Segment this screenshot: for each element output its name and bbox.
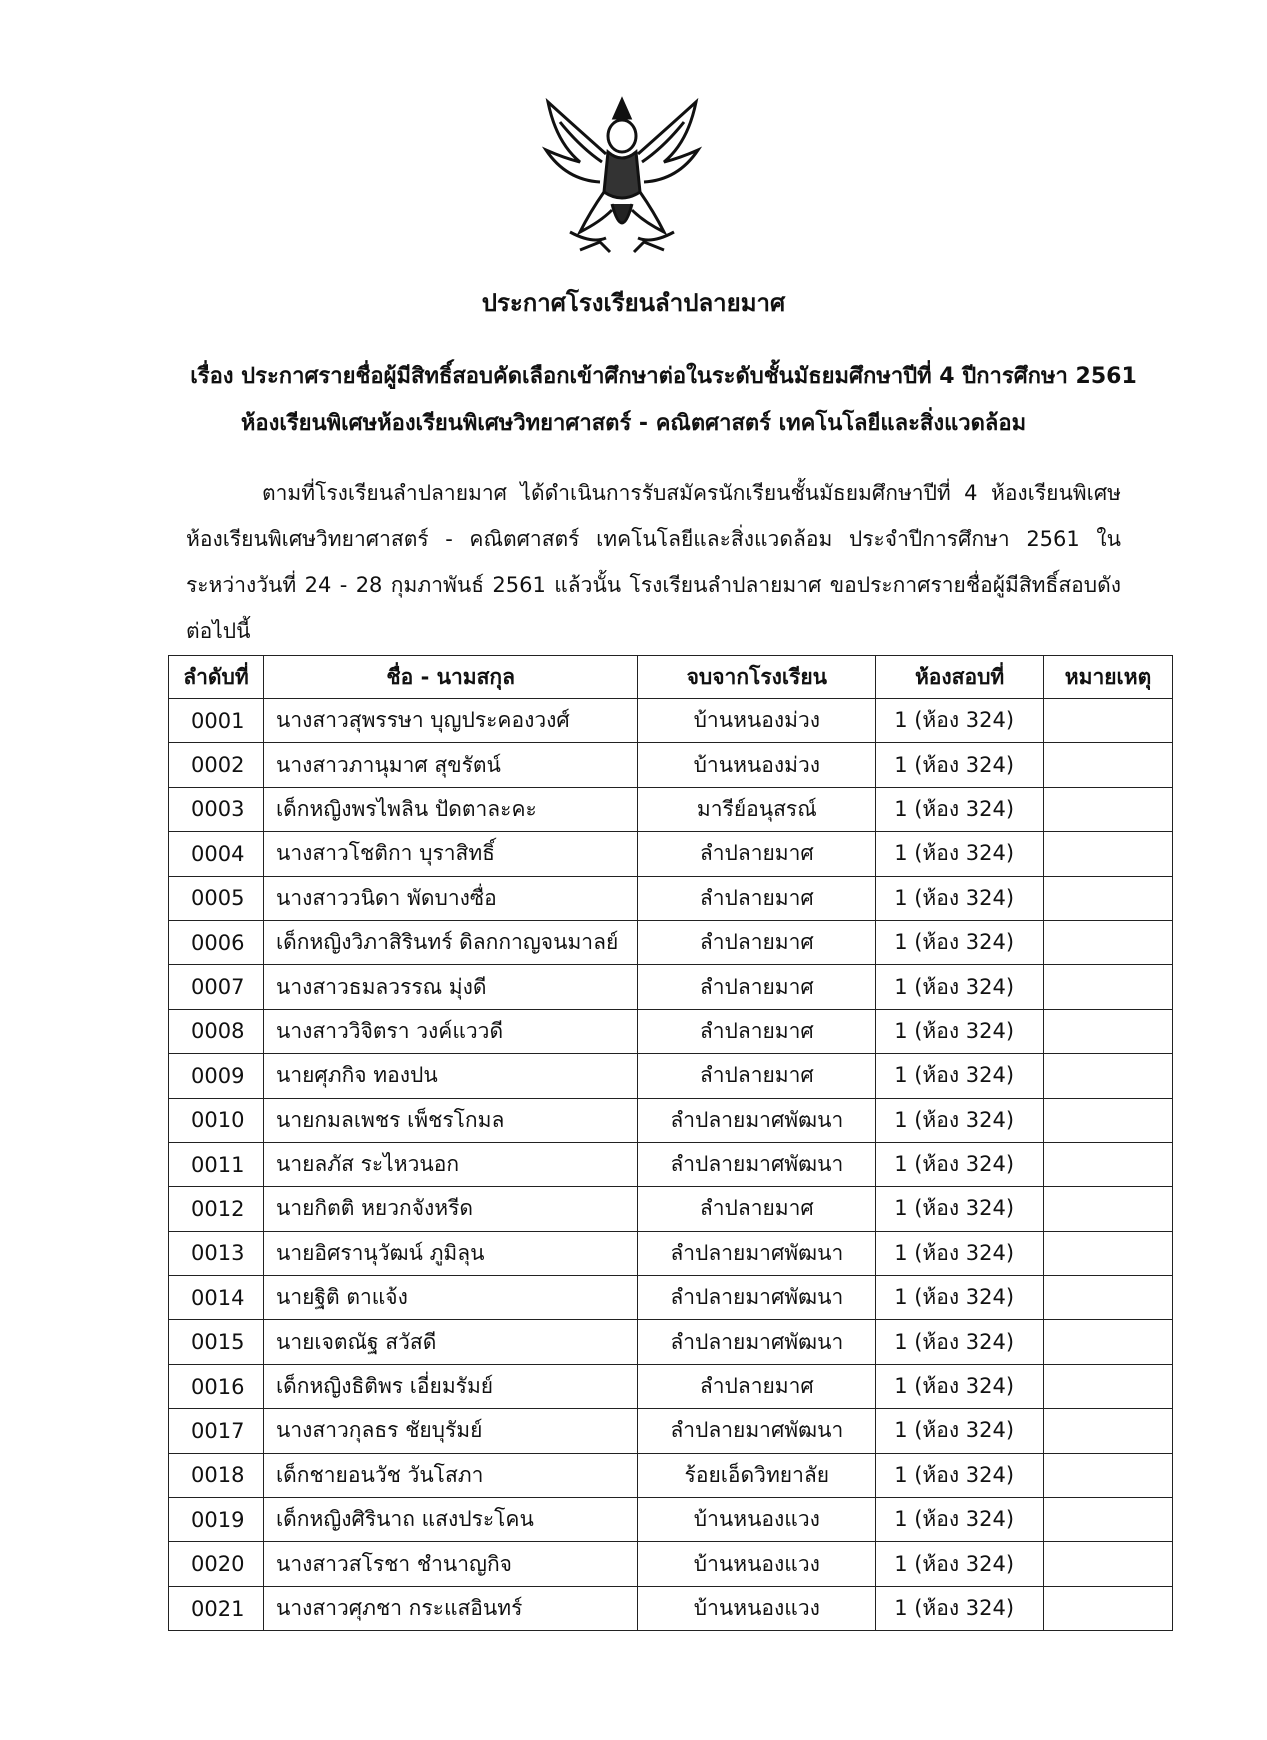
header-note: หมายเหตุ (1044, 656, 1173, 699)
table-row (169, 832, 1173, 876)
cell-no: 0008 (169, 1009, 264, 1053)
cell-no: 0010 (169, 1098, 264, 1142)
cell-no: 0003 (169, 787, 264, 831)
cell-note (1044, 743, 1173, 787)
cell-note (1044, 699, 1173, 743)
table-row (169, 1320, 1173, 1364)
cell-room: 1 (ห้อง 324) (876, 1542, 1044, 1586)
cell-room: 1 (ห้อง 324) (876, 920, 1044, 964)
cell-name: นางสาวกุลธร ชัยบุรัมย์ (263, 1409, 637, 1453)
cell-school: ลำปลายมาศ (638, 920, 876, 964)
cell-name: นายกิตติ หยวกจังหรีด (263, 1187, 637, 1231)
table-row (169, 1276, 1173, 1320)
cell-note (1044, 920, 1173, 964)
cell-school: บ้านหนองม่วง (638, 699, 876, 743)
table-row (169, 1586, 1173, 1630)
cell-school: ลำปลายมาศพัฒนา (638, 1276, 876, 1320)
cell-no: 0004 (169, 832, 264, 876)
cell-room: 1 (ห้อง 324) (876, 1187, 1044, 1231)
table-row (169, 787, 1173, 831)
cell-note (1044, 787, 1173, 831)
table-row (169, 1009, 1173, 1053)
cell-school: บ้านหนองแวง (638, 1498, 876, 1542)
cell-school: ลำปลายมาศพัฒนา (638, 1320, 876, 1364)
header-no: ลำดับที่ (169, 656, 264, 699)
cell-name: เด็กหญิงพรไพลิน ปัดตาละคะ (263, 787, 637, 831)
cell-room: 1 (ห้อง 324) (876, 832, 1044, 876)
cell-note (1044, 1320, 1173, 1364)
cell-name: เด็กหญิงวิภาสิรินทร์ ดิลกกาญจนมาลย์ (263, 920, 637, 964)
cell-school: ลำปลายมาศ (638, 876, 876, 920)
intro-paragraph: ตามที่โรงเรียนลำปลายมาศ ได้ดำเนินการรับสมัครนักเรียนชั้นมัธยมศึกษาปีที่ 4 ห้องเรียนพิเศษห้องเรียนพิเศษวิทยาศาสตร์ - คณิตศาสตร์ เทคโนโลยีและสิ่งแวดล้อม ประจำปีการศึกษา 2561 ในระหว่างวันที่ 24 - 28 กุมภาพันธ์ 2561 แล้วนั้น โรงเรียนลำปลายมาศ ขอประกาศรายชื่อผู้มีสิทธิ์สอบดังต่อไปนี้ (186, 481, 1121, 643)
cell-room: 1 (ห้อง 324) (876, 1409, 1044, 1453)
cell-school: ลำปลายมาศ (638, 1009, 876, 1053)
table-row (169, 1364, 1173, 1408)
table-row (169, 1187, 1173, 1231)
table-row (169, 1142, 1173, 1186)
cell-name: นางสาวธมลวรรณ มุ่งดี (263, 965, 637, 1009)
cell-note (1044, 876, 1173, 920)
table-row (169, 743, 1173, 787)
cell-no: 0001 (169, 699, 264, 743)
cell-school: ลำปลายมาศ (638, 1187, 876, 1231)
table-row (169, 1098, 1173, 1142)
cell-no: 0014 (169, 1276, 264, 1320)
cell-note (1044, 832, 1173, 876)
announcement-title: ประกาศโรงเรียนลำปลายมาศ (481, 289, 786, 317)
cell-school: ลำปลายมาศพัฒนา (638, 1231, 876, 1275)
cell-name: นางสาวภานุมาศ สุขรัตน์ (263, 743, 637, 787)
cell-name: นางสาวโชติกา บุราสิทธิ์ (263, 832, 637, 876)
cell-name: นางสาวศุภชา กระแสอินทร์ (263, 1586, 637, 1630)
cell-room: 1 (ห้อง 324) (876, 1142, 1044, 1186)
cell-note (1044, 1586, 1173, 1630)
cell-school: ลำปลายมาศ (638, 965, 876, 1009)
table-row (169, 1231, 1173, 1275)
cell-no: 0013 (169, 1231, 264, 1275)
table-row (169, 1453, 1173, 1497)
header-room: ห้องสอบที่ (876, 656, 1044, 699)
cell-school: ลำปลายมาศพัฒนา (638, 1409, 876, 1453)
cell-room: 1 (ห้อง 324) (876, 1009, 1044, 1053)
header-school: จบจากโรงเรียน (638, 656, 876, 699)
cell-room: 1 (ห้อง 324) (876, 1276, 1044, 1320)
cell-school: ลำปลายมาศ (638, 832, 876, 876)
cell-school: ลำปลายมาศพัฒนา (638, 1098, 876, 1142)
cell-name: นายฐิติ ตาแจ้ง (263, 1276, 637, 1320)
cell-room: 1 (ห้อง 324) (876, 1498, 1044, 1542)
cell-school: ร้อยเอ็ดวิทยาลัย (638, 1453, 876, 1497)
cell-note (1044, 1142, 1173, 1186)
cell-name: เด็กหญิงศิรินาถ แสงประโคน (263, 1498, 637, 1542)
cell-room: 1 (ห้อง 324) (876, 1098, 1044, 1142)
subject-line-2: ห้องเรียนพิเศษห้องเรียนพิเศษวิทยาศาสตร์ - คณิตศาสตร์ เทคโนโลยีและสิ่งแวดล้อม (240, 411, 1027, 436)
cell-note (1044, 1409, 1173, 1453)
cell-no: 0002 (169, 743, 264, 787)
header-name: ชื่อ - นามสกุล (263, 656, 637, 699)
table-row (169, 920, 1173, 964)
cell-note (1044, 1098, 1173, 1142)
cell-note (1044, 1453, 1173, 1497)
table-row (169, 876, 1173, 920)
cell-note (1044, 1231, 1173, 1275)
cell-school: บ้านหนองม่วง (638, 743, 876, 787)
cell-school: ลำปลายมาศ (638, 1364, 876, 1408)
cell-room: 1 (ห้อง 324) (876, 965, 1044, 1009)
cell-room: 1 (ห้อง 324) (876, 1054, 1044, 1098)
cell-note (1044, 1498, 1173, 1542)
cell-room: 1 (ห้อง 324) (876, 699, 1044, 743)
cell-note (1044, 1187, 1173, 1231)
cell-no: 0017 (169, 1409, 264, 1453)
table-row (169, 965, 1173, 1009)
cell-name: นางสาววนิดา พัดบางซื่อ (263, 876, 637, 920)
cell-school: ลำปลายมาศพัฒนา (638, 1142, 876, 1186)
table-row (169, 1542, 1173, 1586)
cell-name: เด็กหญิงธิติพร เอี่ยมรัมย์ (263, 1364, 637, 1408)
cell-name: นางสาวสุพรรษา บุญประคองวงศ์ (263, 699, 637, 743)
candidate-table (168, 655, 1173, 1631)
cell-no: 0020 (169, 1542, 264, 1586)
cell-name: นายศุภกิจ ทองปน (263, 1054, 637, 1098)
cell-room: 1 (ห้อง 324) (876, 1364, 1044, 1408)
cell-room: 1 (ห้อง 324) (876, 1453, 1044, 1497)
cell-school: ลำปลายมาศ (638, 1054, 876, 1098)
cell-school: บ้านหนองแวง (638, 1586, 876, 1630)
cell-note (1044, 1009, 1173, 1053)
cell-name: นายลภัส ระไหวนอก (263, 1142, 637, 1186)
cell-room: 1 (ห้อง 324) (876, 876, 1044, 920)
cell-no: 0015 (169, 1320, 264, 1364)
cell-name: เด็กชายอนวัช วันโสภา (263, 1453, 637, 1497)
cell-no: 0021 (169, 1586, 264, 1630)
table-row (169, 699, 1173, 743)
cell-no: 0018 (169, 1453, 264, 1497)
cell-school: บ้านหนองแวง (638, 1542, 876, 1586)
cell-room: 1 (ห้อง 324) (876, 787, 1044, 831)
cell-no: 0019 (169, 1498, 264, 1542)
cell-name: นายกมลเพชร เพ็ชรโกมล (263, 1098, 637, 1142)
cell-room: 1 (ห้อง 324) (876, 1586, 1044, 1630)
cell-name: นางสาววิจิตรา วงค์แววดี (263, 1009, 637, 1053)
cell-no: 0007 (169, 965, 264, 1009)
cell-no: 0009 (169, 1054, 264, 1098)
table-row (169, 1409, 1173, 1453)
cell-no: 0005 (169, 876, 264, 920)
cell-note (1044, 965, 1173, 1009)
cell-no: 0006 (169, 920, 264, 964)
cell-name: นายเจตณัฐ สวัสดี (263, 1320, 637, 1364)
table-row (169, 1054, 1173, 1098)
cell-room: 1 (ห้อง 324) (876, 1231, 1044, 1275)
cell-name: นางสาวสโรชา ชำนาญกิจ (263, 1542, 637, 1586)
cell-note (1044, 1364, 1173, 1408)
subject-line-1: เรื่อง ประกาศรายชื่อผู้มีสิทธิ์สอบคัดเลือกเข้าศึกษาต่อในระดับชั้นมัธยมศึกษาปีที่ 4 ปีการศึกษา 2561 (190, 364, 1137, 389)
garuda-emblem-icon (540, 92, 704, 260)
table-header-row (169, 656, 1173, 699)
cell-room: 1 (ห้อง 324) (876, 1320, 1044, 1364)
cell-no: 0012 (169, 1187, 264, 1231)
cell-no: 0011 (169, 1142, 264, 1186)
cell-note (1044, 1542, 1173, 1586)
cell-room: 1 (ห้อง 324) (876, 743, 1044, 787)
cell-note (1044, 1276, 1173, 1320)
cell-school: มารีย์อนุสรณ์ (638, 787, 876, 831)
cell-name: นายอิศรานุวัฒน์ ภูมิลุน (263, 1231, 637, 1275)
cell-no: 0016 (169, 1364, 264, 1408)
table-row (169, 1498, 1173, 1542)
cell-note (1044, 1054, 1173, 1098)
